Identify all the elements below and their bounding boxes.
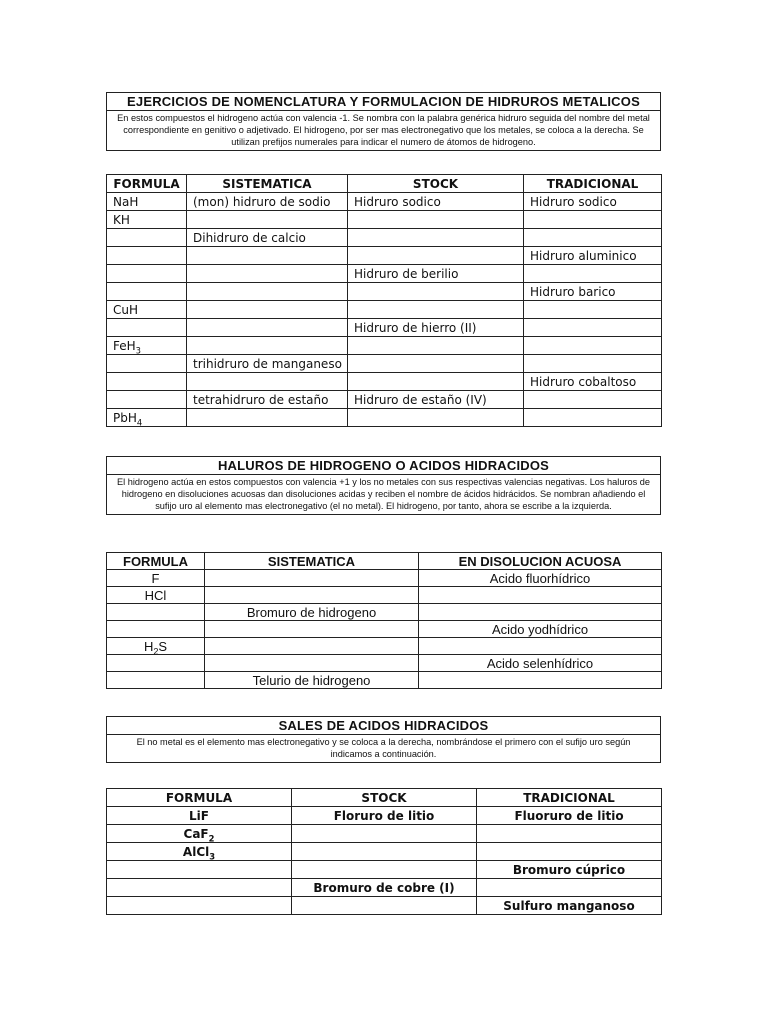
name-cell: Acido selenhídrico — [419, 655, 662, 672]
name-cell — [477, 879, 662, 897]
formula-subscript: 3 — [209, 850, 216, 861]
name-cell: Hidruro sodico — [348, 193, 524, 211]
name-cell — [187, 265, 348, 283]
name-cell: Bromuro cúprico — [477, 861, 662, 879]
table-row — [107, 337, 662, 355]
formula-cell — [107, 897, 292, 915]
name-cell: Hidruro de estaño (IV) — [348, 391, 524, 409]
table-row — [107, 247, 662, 265]
formula-cell — [107, 843, 292, 861]
name-cell: Bromuro de cobre (I) — [292, 879, 477, 897]
formula-text: KH — [113, 212, 130, 227]
name-cell — [205, 587, 419, 604]
formula-cell — [107, 193, 187, 211]
name-cell: Floruro de litio — [292, 807, 477, 825]
table-row — [107, 211, 662, 229]
name-cell — [348, 211, 524, 229]
formula-subscript: 2 — [153, 646, 159, 655]
formula-suffix: S — [158, 638, 168, 654]
name-cell: Hidruro barico — [524, 283, 662, 301]
name-cell: Hidruro cobaltoso — [524, 373, 662, 391]
table-row — [107, 373, 662, 391]
column-header: TRADICIONAL — [477, 789, 662, 807]
formula-cell — [107, 861, 292, 879]
name-cell: Dihidruro de calcio — [187, 229, 348, 247]
formula-text: NaH — [113, 194, 139, 209]
name-cell — [524, 301, 662, 319]
name-cell — [524, 211, 662, 229]
formula-cell — [107, 211, 187, 229]
name-cell — [187, 301, 348, 319]
name-cell: Hidruro sodico — [524, 193, 662, 211]
column-header: EN DISOLUCION ACUOSA — [419, 553, 662, 570]
table-row — [107, 861, 662, 879]
column-header: FORMULA — [107, 175, 187, 193]
name-cell — [205, 570, 419, 587]
table-row — [107, 355, 662, 373]
name-cell — [524, 319, 662, 337]
table-row — [107, 570, 662, 587]
haluros-table — [106, 552, 662, 689]
name-cell — [187, 247, 348, 265]
formula-text: F — [151, 570, 160, 586]
formula-cell — [107, 672, 205, 689]
column-header: TRADICIONAL — [524, 175, 662, 193]
column-header: FORMULA — [107, 789, 292, 807]
name-cell — [419, 587, 662, 604]
name-cell: trihidruro de manganeso — [187, 355, 348, 373]
table-row — [107, 301, 662, 319]
table-row — [107, 587, 662, 604]
name-cell — [292, 825, 477, 843]
name-cell — [187, 283, 348, 301]
column-header: STOCK — [348, 175, 524, 193]
haluros-description: El hidrogeno actúa en estos compuestos con valencia +1 y los no metales con sus respectivas valencias negativas. Los haluros de hidrogeno en disoluciones acuosas dan disoluciones acidas y reciben el nombre de ácidos hidrácidos. Se nombran añadiendo el sufijo uro al elemento mas electronegativo (el no metal). El hidrogeno, por tanto, ahora se escribe a la izquierda. — [117, 477, 650, 511]
name-cell — [205, 638, 419, 655]
name-cell — [524, 265, 662, 283]
table-row — [107, 604, 662, 621]
name-cell — [187, 373, 348, 391]
name-cell: Hidruro de hierro (II) — [348, 319, 524, 337]
table-row — [107, 807, 662, 825]
sales-table — [106, 788, 662, 915]
table-row — [107, 655, 662, 672]
table-row — [107, 672, 662, 689]
hidruros-header-row — [107, 175, 662, 193]
name-cell — [348, 229, 524, 247]
name-cell: (mon) hidruro de sodio — [187, 193, 348, 211]
formula-cell — [107, 825, 292, 843]
name-cell — [524, 391, 662, 409]
name-cell — [205, 621, 419, 638]
name-cell — [348, 373, 524, 391]
name-cell — [187, 319, 348, 337]
formula-subscript: 4 — [136, 416, 143, 427]
name-cell — [348, 301, 524, 319]
column-header: SISTEMATICA — [187, 175, 348, 193]
column-header: STOCK — [292, 789, 477, 807]
name-cell — [477, 843, 662, 861]
name-cell — [419, 638, 662, 655]
name-cell — [348, 409, 524, 427]
formula-cell — [107, 247, 187, 265]
hidruros-description: En estos compuestos el hidrogeno actúa con valencia -1. Se nombra con la palabra genérica hidruro seguida del nombre del metal correspondiente en genitivo o adjetivado. El hidrogeno, por ser mas electronegativo que los metales, se coloca a la derecha. Se utilizan prefijos numerales para indicar el numero de átomos de hidrogeno. — [117, 113, 650, 147]
hidruros-title: EJERCICIOS DE NOMENCLATURA Y FORMULACION DE HIDRUROS METALICOS — [107, 93, 660, 111]
formula-cell — [107, 621, 205, 638]
formula-cell — [107, 604, 205, 621]
formula-cell — [107, 409, 187, 427]
haluros-intro-box — [106, 456, 661, 515]
sales-description: El no metal es el elemento mas electronegativo y se coloca a la derecha, nombrándose el primero con el sufijo uro según indicamos a continuación. — [136, 737, 631, 759]
column-header: SISTEMATICA — [205, 553, 419, 570]
table-row — [107, 879, 662, 897]
name-cell — [205, 655, 419, 672]
formula-cell — [107, 265, 187, 283]
name-cell — [292, 843, 477, 861]
table-row — [107, 409, 662, 427]
name-cell — [348, 355, 524, 373]
formula-text: CaF — [183, 826, 209, 841]
name-cell: Fluoruro de litio — [477, 807, 662, 825]
name-cell — [187, 337, 348, 355]
table-row — [107, 265, 662, 283]
table-row — [107, 621, 662, 638]
name-cell: tetrahidruro de estaño — [187, 391, 348, 409]
sales-intro-box — [106, 716, 661, 763]
name-cell — [187, 409, 348, 427]
table-row — [107, 283, 662, 301]
formula-cell — [107, 638, 205, 655]
formula-text: FeH — [113, 338, 136, 353]
name-cell — [348, 337, 524, 355]
name-cell: Acido fluorhídrico — [419, 570, 662, 587]
table-row — [107, 897, 662, 915]
formula-cell — [107, 301, 187, 319]
name-cell: Acido yodhídrico — [419, 621, 662, 638]
formula-text: H — [143, 638, 154, 654]
haluros-title: HALUROS DE HIDROGENO O ACIDOS HIDRACIDOS — [107, 457, 660, 475]
formula-cell — [107, 655, 205, 672]
table-row — [107, 319, 662, 337]
formula-cell — [107, 587, 205, 604]
table-row — [107, 229, 662, 247]
formula-subscript: 2 — [208, 832, 215, 843]
name-cell — [477, 825, 662, 843]
formula-text: CuH — [113, 302, 139, 317]
formula-text: HCl — [144, 587, 167, 603]
column-header: FORMULA — [107, 553, 205, 570]
haluros-header-row — [107, 553, 662, 570]
formula-cell — [107, 283, 187, 301]
sales-title: SALES DE ACIDOS HIDRACIDOS — [107, 717, 660, 735]
table-row — [107, 843, 662, 861]
name-cell — [187, 211, 348, 229]
formula-text: PbH — [113, 410, 137, 425]
formula-subscript: 3 — [135, 344, 141, 355]
formula-text: LiF — [189, 808, 209, 823]
name-cell — [524, 229, 662, 247]
name-cell — [524, 337, 662, 355]
table-row — [107, 193, 662, 211]
formula-cell — [107, 879, 292, 897]
sales-header-row — [107, 789, 662, 807]
formula-cell — [107, 391, 187, 409]
formula-text: AlCl — [182, 844, 210, 859]
formula-cell — [107, 570, 205, 587]
name-cell — [524, 409, 662, 427]
name-cell — [292, 861, 477, 879]
table-row — [107, 638, 662, 655]
formula-cell — [107, 337, 187, 355]
name-cell — [524, 355, 662, 373]
name-cell: Hidruro de berilio — [348, 265, 524, 283]
hidruros-table — [106, 174, 662, 427]
name-cell: Telurio de hidrogeno — [205, 672, 419, 689]
name-cell — [419, 604, 662, 621]
table-row — [107, 391, 662, 409]
name-cell — [348, 283, 524, 301]
formula-cell — [107, 807, 292, 825]
hidruros-intro-box — [106, 92, 661, 151]
formula-cell — [107, 319, 187, 337]
formula-cell — [107, 355, 187, 373]
name-cell — [419, 672, 662, 689]
name-cell: Sulfuro manganoso — [477, 897, 662, 915]
formula-cell — [107, 229, 187, 247]
name-cell — [348, 247, 524, 265]
formula-cell — [107, 373, 187, 391]
name-cell — [292, 897, 477, 915]
name-cell: Hidruro aluminico — [524, 247, 662, 265]
name-cell: Bromuro de hidrogeno — [205, 604, 419, 621]
table-row — [107, 825, 662, 843]
